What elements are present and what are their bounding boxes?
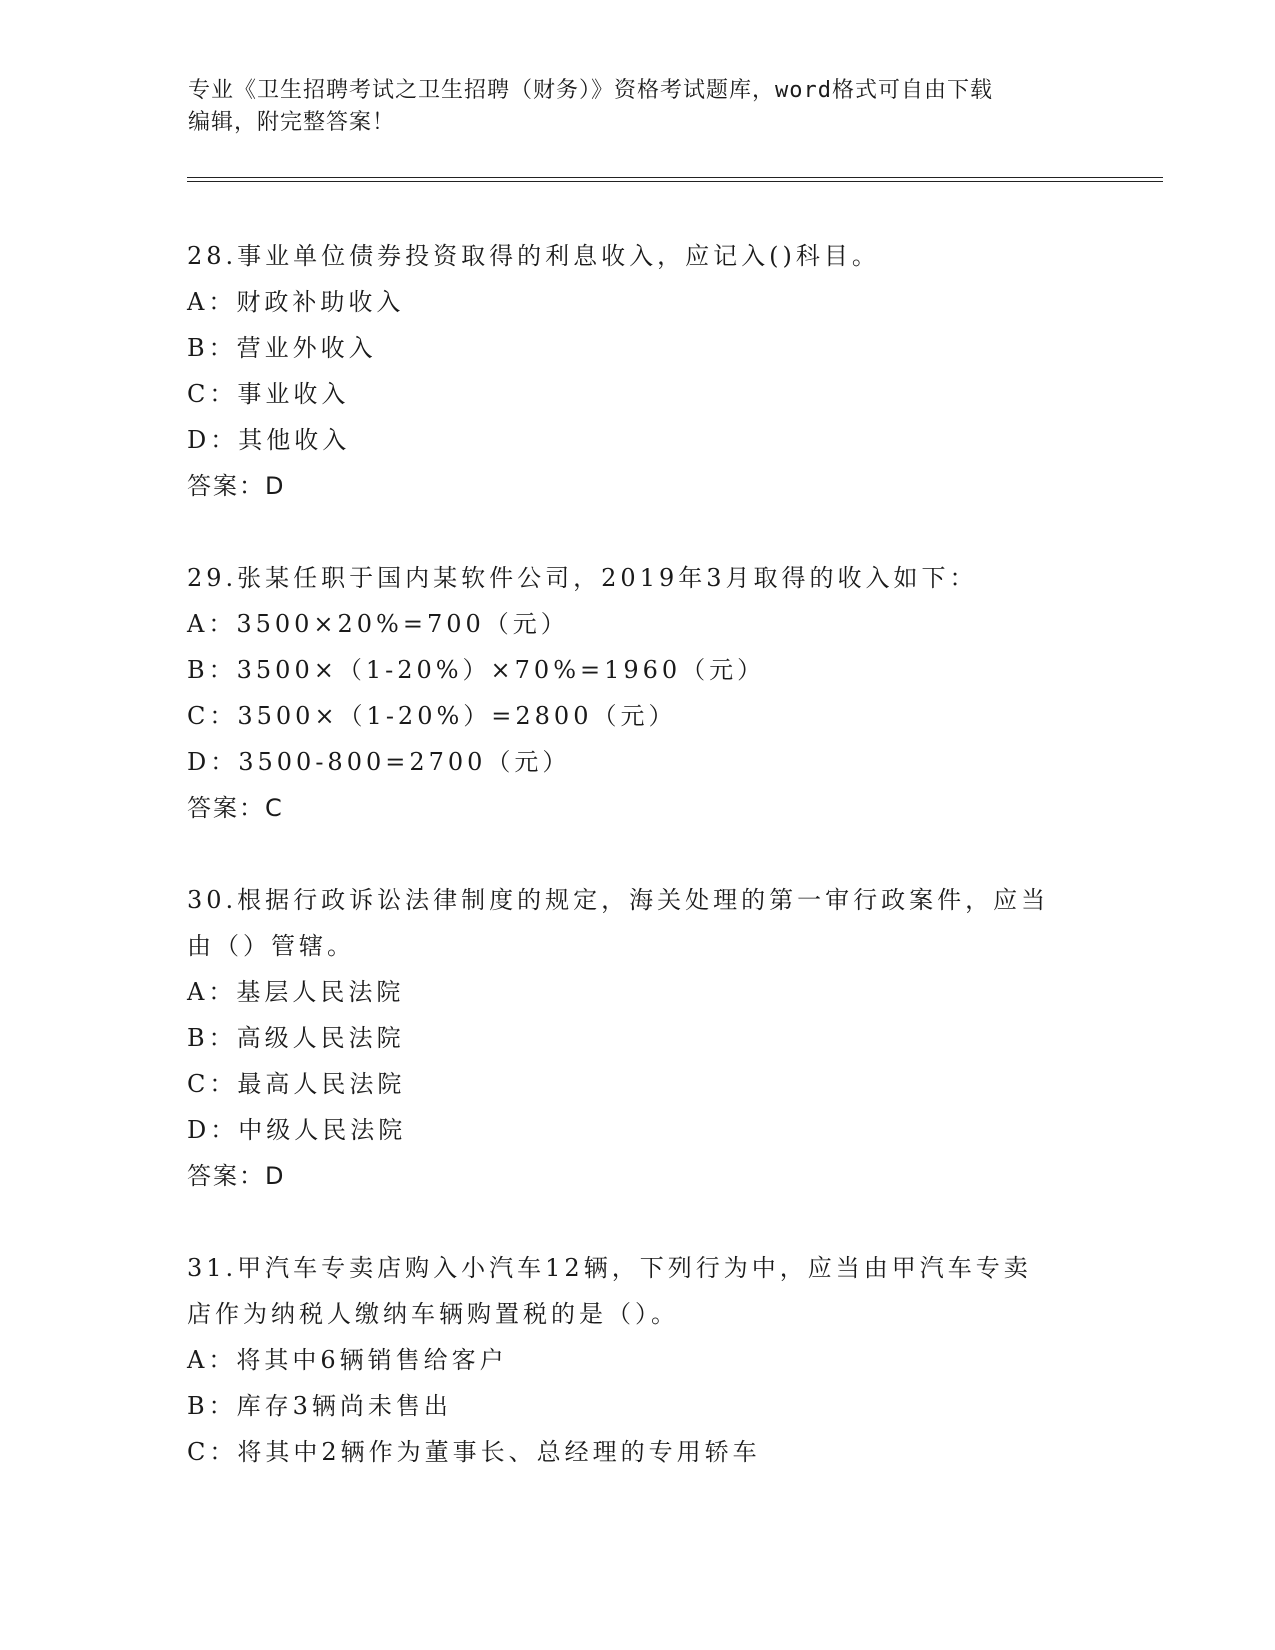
question-stem-line-1: 30.根据行政诉讼法律制度的规定，海关处理的第一审行政案件，应当 (187, 886, 1050, 914)
option-b: B：营业外收入 (187, 334, 377, 362)
header-line-1: 专业《卫生招聘考试之卫生招聘（财务）》资格考试题库，word格式可自由下载 (188, 78, 993, 103)
question-28 (187, 233, 1087, 509)
answer-label: 答案：D (187, 1162, 286, 1190)
option-c: C：3500×（1-20%）=2800（元） (187, 702, 677, 730)
option-a: A：财政补助收入 (187, 288, 405, 316)
option-c: C：最高人民法院 (187, 1070, 406, 1098)
question-stem: 29.张某任职于国内某软件公司，2019年3月取得的收入如下： (187, 564, 978, 592)
question-stem: 28.事业单位债券投资取得的利息收入，应记入()科目。 (187, 242, 880, 270)
option-d: D：其他收入 (187, 426, 351, 454)
question-stem-line-2: 店作为纳税人缴纳车辆购置税的是（）。 (187, 1300, 679, 1328)
question-29 (187, 555, 1087, 831)
answer-label: 答案：D (187, 472, 286, 500)
option-b: B：3500×（1-20%）×70%=1960（元） (187, 656, 766, 684)
question-31 (187, 1245, 1087, 1475)
option-a: A：3500×20%=700（元） (187, 610, 569, 638)
question-30 (187, 877, 1087, 1199)
option-b: B：高级人民法院 (187, 1024, 405, 1052)
option-c: C：将其中2辆作为董事长、总经理的专用轿车 (187, 1438, 761, 1466)
answer-label: 答案：C (187, 794, 284, 822)
question-stem-line-2: 由（）管辖。 (187, 932, 355, 960)
question-list (187, 233, 1087, 1521)
header-divider (187, 177, 1163, 182)
option-d: D：3500-800=2700（元） (187, 748, 571, 776)
option-a: A：基层人民法院 (187, 978, 405, 1006)
option-b: B：库存3辆尚未售出 (187, 1392, 452, 1420)
option-c: C：事业收入 (187, 380, 350, 408)
option-a: A：将其中6辆销售给客户 (187, 1346, 508, 1374)
option-d: D：中级人民法院 (187, 1116, 407, 1144)
question-stem-line-1: 31.甲汽车专卖店购入小汽车12辆，下列行为中，应当由甲汽车专卖 (187, 1254, 1032, 1282)
header-line-2: 编辑，附完整答案！ (188, 110, 396, 135)
document-header (188, 75, 1068, 139)
